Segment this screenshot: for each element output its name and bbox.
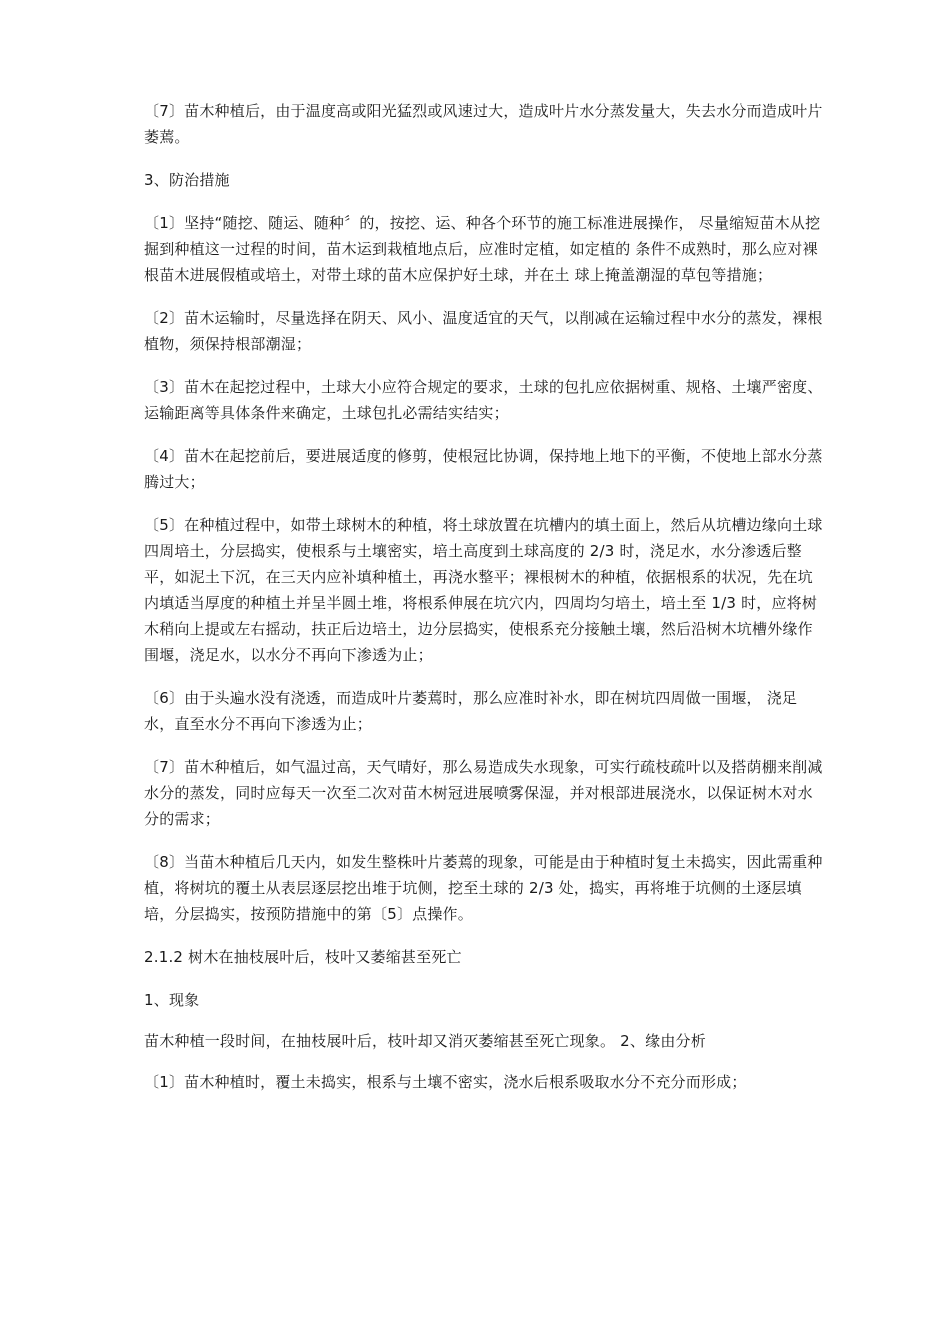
paragraph-measure-8: 〔8〕当苗木种植后几天内，如发生整株叶片萎蔫的现象，可能是由于种植时复土未捣实，因此需重种植，将树坑的覆土从表层逐层挖出堆于坑侧，挖至土球的 2/3 处，捣实，再将堆于坑侧的土逐层填培，分层捣实，按预防措施中的第〔5〕点操作。: [144, 853, 823, 923]
heading-phenomenon: 1、现象: [144, 991, 200, 1009]
section-heading-2-1-2: 2.1.2 树木在抽枝展叶后，枝叶又萎缩甚至死亡: [144, 948, 462, 966]
paragraph-measure-2: 〔2〕苗木运输时，尽量选择在阴天、风小、温度适宜的天气，以削减在运输过程中水分的蒸发，裸根植物，须保持根部潮湿；: [144, 309, 823, 353]
heading-prevention-measures: 3、防治措施: [144, 171, 230, 189]
paragraph-cause-7: 〔7〕苗木种植后，由于温度高或阳光猛烈或风速过大，造成叶片水分蒸发量大，失去水分而造成叶片萎蔫。: [144, 102, 823, 146]
paragraph-cause-1: 〔1〕苗木种植时，覆土未捣实，根系与土壤不密实，浇水后根系吸取水分不充分而形成；: [144, 1073, 747, 1091]
paragraph-measure-1: 〔1〕坚持“随挖、随运、随种〞的，按挖、运、种各个环节的施工标准进展操作， 尽量缩短苗木从挖掘到种植这一过程的时间，苗木运到栽植地点后，应准时定植，如定植的 条件不成熟时，那么应对裸根苗木进展假植或培土，对带土球的苗木应保护好土球，并在土 球上掩盖潮湿的草包等措施；: [144, 214, 821, 284]
paragraph-measure-5: 〔5〕在种植过程中，如带土球树木的种植，将土球放置在坑槽内的填土面上，然后从坑槽边缘向土球四周培土，分层捣实，使根系与土壤密实，培土高度到土球高度的 2/3 时，浇足水，水分渗透后整平，如泥土下沉，在三天内应补填种植土，再浇水整平；裸根树木的种植，依据根系的状况，先在坑内填适当厚度的种植土并呈半圆土堆，将根系伸展在坑穴内，四周均匀培土，培土至 1/3 时，应将树木稍向上提或左右摇动，扶正后边培土，边分层捣实，使根系充分接触土壤，然后沿树木坑槽外缘作围堰，浇足水，以水分不再向下渗透为止；: [144, 516, 823, 664]
paragraph-measure-7: 〔7〕苗木种植后，如气温过高，天气晴好，那么易造成失水现象，可实行疏枝疏叶以及搭荫棚来削减水分的蒸发，同时应每天一次至二次对苗木树冠进展喷雾保湿，并对根部进展浇水，以保证树木对水分的需求；: [144, 758, 823, 828]
paragraph-measure-4: 〔4〕苗木在起挖前后，要进展适度的修剪，使根冠比协调，保持地上地下的平衡，不使地上部水分蒸腾过大；: [144, 447, 823, 491]
paragraph-measure-3: 〔3〕苗木在起挖过程中，土球大小应符合规定的要求，土球的包扎应依据树重、规格、土壤严密度、运输距离等具体条件来确定，土球包扎必需结实结实；: [144, 378, 823, 422]
paragraph-measure-6: 〔6〕由于头遍水没有浇透，而造成叶片萎蔫时，那么应准时补水，即在树坑四周做一围堰， 浇足水，直至水分不再向下渗透为止；: [144, 689, 798, 733]
paragraph-phenomenon: 苗木种植一段时间，在抽枝展叶后，枝叶却又消灭萎缩甚至死亡现象。 2、缘由分析: [144, 1032, 706, 1050]
